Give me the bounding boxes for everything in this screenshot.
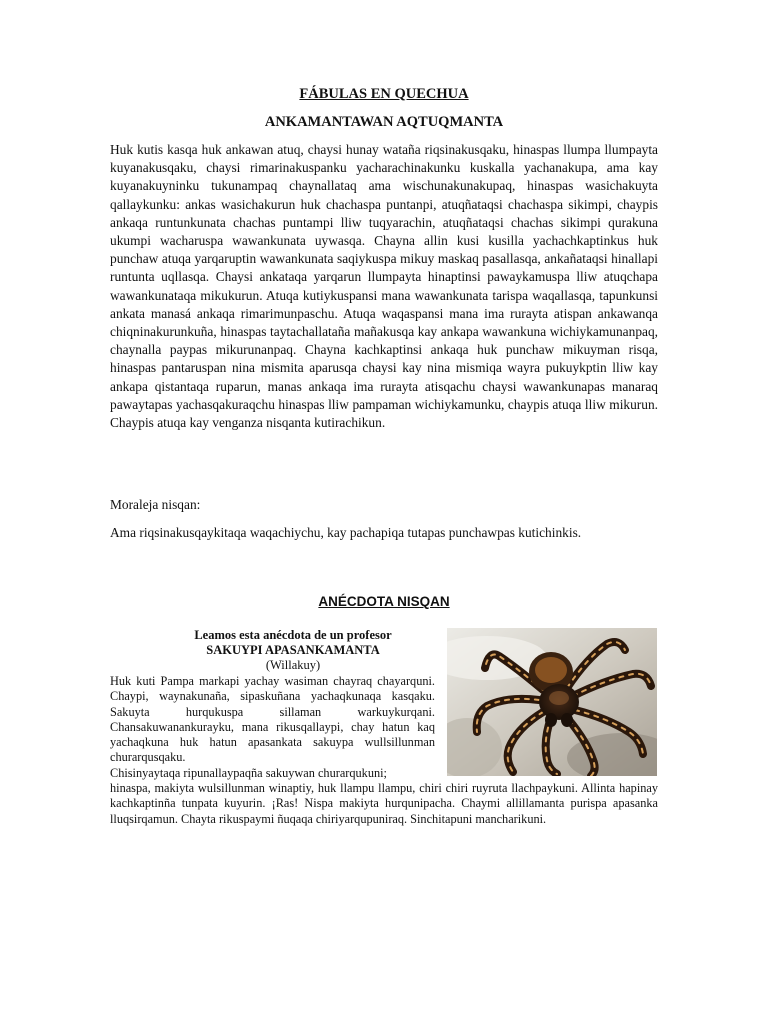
tarantula-icon <box>447 628 657 776</box>
anecdote-body-column-text: Huk kuti Pampa markapi yachay wasiman chayraq chayarquni. Chaypi, waynakunaña, sipaskuñana yachaqkunaqa kasqaku. Sakuyta hurqukuspa sillaman warkuykurqani. Chansakuwanankurayku, mana rikusqallaypi, chay hatun kaq yachaqkuna huk hatun apasankata sakuypa wullsillunman churarqusqaku. <box>110 674 435 765</box>
fable-body: Huk kutis kasqa huk ankawan atuq, chaysi hunay wataña riqsinakusqaku, hinaspas llumpa llumpayta kuyanakusqaku, chaysi rimarinakuspanku yacharachinakunku kuskalla yachanakupa, ama kay kuyanakuyninku tukunampaq chaynallataq ama wischunakunakupaq, hinaspas wasichakuyta qallaykunku: ankas wasichakurun huk chachaspa puntanpi, atuqñataqsi chachaspa sikimpi, chaypis ankaqa runtunkunata chachas puntampi lliw tuqyarachin, atuqñataqsi chachas sikimpi qurakuna ukumpi wacharuspa wawankunata uywasqa. Chayna allin kusi kusilla yachachkaptinkus huk punchaw atuqa yarqaruptin wawankunata saqiykuspa mikuy maskaq pasallasqa, ankañataqsi hinallapi runtunta uqllasqa. Chaysi ankataqa yarqarun llumpayta hinaptinsi pawaykamuspa lliw atuqchapa wawankunataqa mikukurun. Atuqa kutiykuspansi mana wawankunata tarispa waqallasqa, tapunkunsi ankata manasá ankaqa rimarimunpaschu. Atuqa waqaspansi mana ima rurayta atispan ankawanqa chiqninakurunkuña, hinaspas taytachallataña mañakusqa kay ankapa wawankuna wichiykamunanpaq, chaynalla paypas mikurunanpaq. Chayna kachkaptinsi ankaqa huk punchaw mikuyman risqa, hinaspas pantaruspan nina mismita aparusqa chaysi kay nina mismiqa wayra pukuykptin lliw kay ankapa qistantaqa ruparun, manas ankaqa ima rurayta atisqachu chaysi wawankunapas manaraq pawaytapas yachasqakuraqchu hinaspas lliw pampaman wichiykamunku, chaypis atuqa lliw mikurun. Chaypis atuqa kay venganza nisqanta kutirachikun. <box>110 142 658 431</box>
anecdote-body-column <box>110 674 435 781</box>
document-title: FÁBULAS EN QUECHUA <box>299 86 469 102</box>
anecdote-body-full: hinaspa, makiyta wulsillunman winaptiy, huk llampu llampu, chiri chiri ruyruta llachpaykuni. Allinta hapinay kachkaptinña tunpata kuyurin. ¡Ras! Nispa makiyta hurqunipacha. Chaymi allillamanta purispa apasanka lluqsirqamun. Chayta rikuspaymi ñuqaqa chiriyarqupuniraq. Sinchitapuni mancharikuni. <box>110 781 658 826</box>
anecdote-body-column-last-line: Chisinyaytaqa ripunallaypaqña sakuywan churarqukuni; <box>110 765 387 780</box>
tarantula-photo <box>447 628 657 776</box>
anecdote-author: (Willakuy) <box>265 658 321 672</box>
fable-title: ANKAMANTAWAN AQTUQMANTA <box>264 114 504 130</box>
moraleja-text: Ama riqsinakusqaykitaqa waqachiychu, kay pachapiqa tutapas punchawpas kutichinkis. <box>110 525 582 540</box>
anecdote-intro: Leamos esta anécdota de un profesor <box>194 628 392 642</box>
moraleja-label: Moraleja nisqan: <box>110 497 201 512</box>
anecdote-section-heading: ANÉCDOTA NISQAN <box>318 594 450 609</box>
anecdote-title: SAKUYPI APASANKAMANTA <box>206 643 380 657</box>
